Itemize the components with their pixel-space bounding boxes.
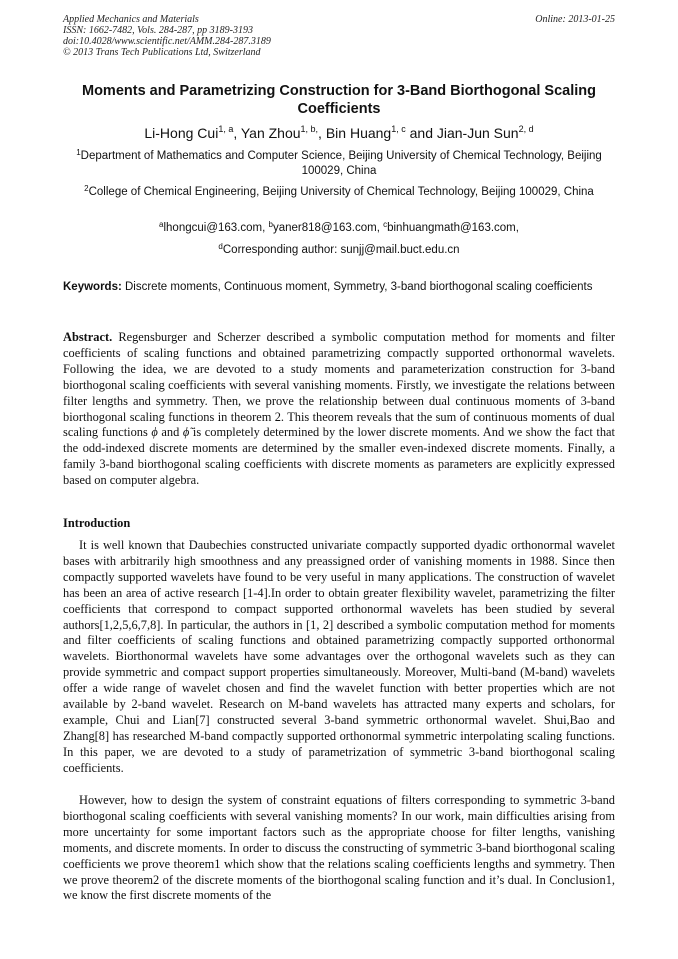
author-name: Li-Hong Cui bbox=[144, 125, 219, 141]
author-name: Bin Huang bbox=[325, 125, 392, 141]
affiliation-1 bbox=[63, 149, 615, 179]
abstract-text-part2: is completely determined by the lower discrete moments. And we show the fact that the odd-indexed discrete moments are determined by the smaller even-indexed discrete moments. Finally, a family 3-band biorthogonal scaling coefficients with discrete moments as parameters are explicitly expressed based on computer algebra. bbox=[63, 425, 616, 488]
journal-name: Applied Mechanics and Materials bbox=[63, 14, 199, 25]
copyright-line: © 2013 Trans Tech Publications Ltd, Switzerland bbox=[63, 47, 261, 58]
author-name: Jian-Jun Sun bbox=[436, 125, 519, 141]
affiliation-text: Department of Mathematics and Computer Science, Beijing University of Chemical Technology, Beijing 100029, China bbox=[80, 150, 602, 177]
introduction-paragraph: It is well known that Daubechies constructed univariate compactly supported dyadic orthonormal wavelet bases with arbitrarily high smoothness and any preassigned order of vanishing moments in 1988. Since then compactly supported wavelets have found to be very useful in many applications. The construction of wavelet has been an area of active research [1-4].In order to obtain greater flexibility wavelet, parametrizing the filter coefficients that correspond to compact supported orthonormal wavelets has been studied by several authors[1,2,5,6,7,8]. In particular, the authors in [1, 2] described a symbolic computation method for moments and filter coefficients of scaling functions and obtained parametrizing compactly supported orthonormal wavelets. Biorthonormal wavelets have some advantages over the orthogonal wavelets such as they can provide symmetric and compact support properties simultaneously. Moreover, Multi-band (M-band) wavelets offer a wide range of wavelet chosen and find the wavelet function with better properties which are not available by 2-band wavelet. Research on M-band wavelets has attracted many experts and scholars, for example, Chui and Lian[7] constructed several 3-band symmetric orthonormal wavelet. Shui,Bao and Zhang[8] has researched M-band compactly supported orthonormal symmetric interpolating scaling functions. In this paper, we are devoted to a study of parametrization of symmetric 3-band biorthogonal scaling coefficients. bbox=[63, 538, 615, 775]
keywords-text: Discrete moments, Continuous moment, Symmetry, 3-band biorthogonal scaling coefficients bbox=[121, 281, 593, 293]
email-marker: c bbox=[383, 220, 388, 229]
introduction-paragraph: However, how to design the system of constraint equations of filters corresponding to symmetric 3-band biorthogonal scaling coefficients with several vanishing moments? In our work, main difficulties arising from more uncertainty for some important factors such as the appropriate choose for filter lengths, vanishing moments, and discrete moments. In order to discuss the constructing of symmetric 3-band biorthogonal scaling coefficients we prove theorem1 which show that the relations scaling coefficients lengths and symmetry. Then we prove theorem2 of the discrete moments of the biorthogonal scaling function and it’s dual. In Conclusion1, we know the first discrete moments of the bbox=[63, 793, 615, 903]
online-date: Online: 2013-01-25 bbox=[535, 14, 615, 25]
abstract-label: Abstract. bbox=[63, 330, 113, 344]
author-name: Yan Zhou bbox=[240, 125, 301, 141]
corresponding-author bbox=[63, 243, 615, 258]
author-list bbox=[63, 124, 615, 142]
affiliation-marker: 2 bbox=[84, 184, 89, 193]
email-marker: a bbox=[159, 220, 164, 229]
author-affiliation-marker: 1, a bbox=[218, 124, 234, 134]
keywords-label: Keywords: bbox=[63, 281, 122, 293]
email-marker: b bbox=[268, 220, 273, 229]
doi-line[interactable]: doi:10.4028/www.scientific.net/AMM.284-287.3189 bbox=[63, 36, 271, 47]
author-emails bbox=[63, 221, 615, 236]
keywords bbox=[63, 280, 615, 294]
issn-line: ISSN: 1662-7482, Vols. 284-287, pp 3189-3193 bbox=[63, 25, 253, 36]
affiliation-2 bbox=[63, 185, 615, 200]
author-separator: , bbox=[318, 125, 326, 141]
abstract bbox=[63, 330, 615, 489]
email-address[interactable]: lhongcui@163.com, bbox=[163, 222, 269, 234]
author-affiliation-marker: 1, b, bbox=[300, 124, 319, 134]
phi-symbol: ϕ bbox=[151, 425, 158, 440]
author-affiliation-marker: 1, c bbox=[391, 124, 406, 134]
journal-header bbox=[63, 14, 615, 58]
author-separator: and bbox=[405, 125, 437, 141]
corresponding-marker: d bbox=[218, 242, 223, 251]
affiliation-text: College of Chemical Engineering, Beijing University of Chemical Technology, Beijing 100029, China bbox=[88, 186, 594, 198]
corresponding-text[interactable]: Corresponding author: sunjj@mail.buct.edu.cn bbox=[222, 244, 460, 256]
abstract-text-part1: Regensburger and Scherzer described a symbolic computation method for moments and filter coefficients of scaling functions and obtained parametrizing compactly supported orthonormal wavelets. Following the idea, we are devoted to a study moments and parameterization construction for 3-band biorthogonal scaling coefficients with several vanishing moments. Firstly, we investigate the relations between filter lengths and symmetry. Then, we prove the relationship between dual continuous moments of 3-band biorthogonal scaling functions in theorem 2. This theorem reveals that the sum of continuous moments of dual scaling functions bbox=[63, 330, 615, 440]
email-address[interactable]: yaner818@163.com, bbox=[272, 222, 384, 234]
abstract-and: and bbox=[157, 425, 183, 440]
author-affiliation-marker: 2, d bbox=[518, 124, 534, 134]
section-heading-introduction: Introduction bbox=[63, 516, 131, 530]
paper-title: Moments and Parametrizing Construction for 3-Band Biorthogonal Scaling Coefficients bbox=[82, 83, 596, 117]
email-address[interactable]: binhuangmath@163.com, bbox=[387, 222, 519, 234]
phi-tilde-symbol: ϕ̃ bbox=[182, 425, 190, 440]
author-separator: , bbox=[233, 125, 241, 141]
affiliation-marker: 1 bbox=[76, 148, 81, 157]
